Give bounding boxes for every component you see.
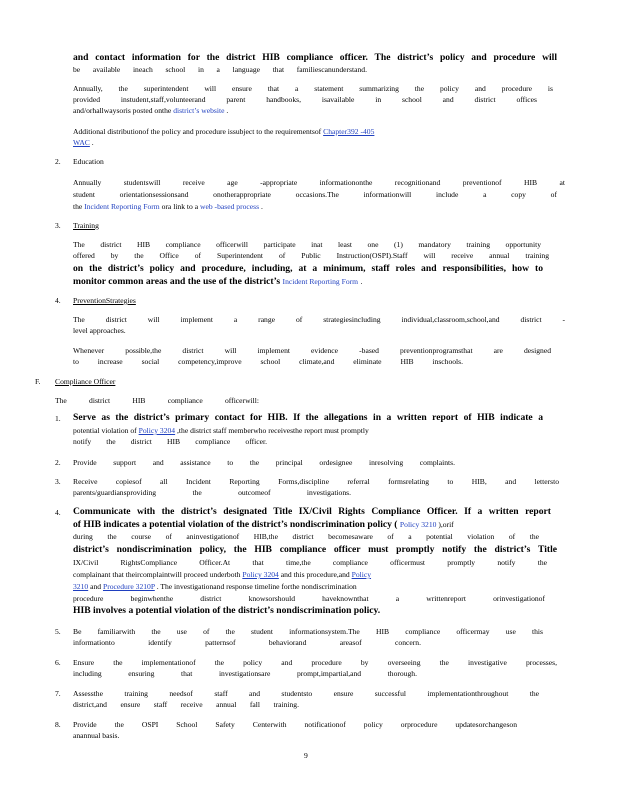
para-f4-line1: Communicate with the district’s designated Title IX/Civil Rights Compliance Officer. If a written report <box>73 506 551 517</box>
para-education-line1: Annually studentswill receive age -appropriate informationonthe recognitionand preventionof HIB at <box>73 178 565 187</box>
para-f7-line1: Assessthe training needsof staff and studentsto ensure successful implementationthroughout the <box>73 689 539 698</box>
district-website-link[interactable]: district’s website <box>173 106 225 115</box>
para-f8-line2: anannual basis. <box>73 731 120 740</box>
policy-3204-link[interactable]: Policy 3204 <box>138 426 176 435</box>
policy-3204-link-2[interactable]: Policy 3204 <box>242 570 279 579</box>
para-f4-line6: complainant that theircomplaintwill proceed underboth Policy 3204 and this procedure,and Policy <box>73 570 372 579</box>
para-f4-line4: district’s nondiscrimination policy, the HIB compliance officer must promptly notify the district’s Title <box>73 544 557 555</box>
para-f1-line3: notify the district HIB compliance officer. <box>73 437 267 446</box>
procedure-3210p-link[interactable]: Procedure 3210P <box>102 582 155 591</box>
item-number: 8. <box>55 720 61 729</box>
para-f6-line1: Ensure the implementationof the policy and procedure by overseeing the investigative processes, <box>73 658 557 667</box>
para-f7-line2: district,and ensure staff receive annual fall training. <box>73 700 299 709</box>
para-f4-line5: IX/Civil RightsCompliance Officer.At that time,the compliance officermust promptly notify the <box>73 558 547 567</box>
para-f4-line7: 3210 and Procedure 3210P . The investigationand response timeline forthe nondiscrimination <box>73 582 357 591</box>
para-training-line4: monitor common areas and the use of the district’s Incident Reporting Form . <box>73 276 363 287</box>
item-number: 2. <box>55 157 61 166</box>
para-f3-line1: Receive copiesof all Incident Reporting Forms,discipline referral formsrelating to HIB, and lettersto <box>73 477 559 486</box>
para-intro-line2: be available ineach school in a language that familiescanunderstand. <box>73 65 367 74</box>
para-annually-line2: provided instudent,staff,volunteerand parent handbooks, isavailable in school and district offices <box>73 95 537 104</box>
heading-prevention-strategies: PreventionStrategies <box>73 296 136 305</box>
item-number: 3. <box>55 477 61 486</box>
para-f4-line3: during the course of aninvestigationof HIB,the district becomesaware of a potential violation of the <box>73 532 539 541</box>
item-number: 3. <box>55 221 61 230</box>
heading-training: Training <box>73 221 99 230</box>
para-compliance-intro: The district HIB compliance officerwill: <box>55 396 259 405</box>
para-prevention-line2: level approaches. <box>73 326 126 335</box>
heading-compliance-officer: Compliance Officer <box>55 377 116 386</box>
para-annually-line3: and/orhallwaysoris posted onthe district’s website . <box>73 106 229 115</box>
para-f4-line8: procedure beginwhenthe district knowsorshould haveknownthat a writtenreport orinvestigationof <box>73 594 545 603</box>
para-whenever-line1: Whenever possible,the district will implement evidence -based preventionprogramsthat are designed <box>73 346 551 355</box>
para-f1-line2: potential violation of Policy 3204 ,the district staff memberwho receivesthe report must promptly <box>73 426 369 435</box>
para-whenever-line2: to increase social competency,improve school climate,and eliminate HIB inschools. <box>73 357 463 366</box>
para-f5-line1: Be familiarwith the use of the student informationsystem.The HIB compliance officermay use this <box>73 627 543 636</box>
heading-education: Education <box>73 157 104 166</box>
para-f4-line2: of HIB indicates a potential violation of the district’s nondiscrimination policy ( Policy 3210 ),orif <box>73 519 454 530</box>
web-based-process-link[interactable]: web -based process <box>200 202 260 211</box>
para-f4-line9: HIB involves a potential violation of the district’s nondiscrimination policy. <box>73 605 381 616</box>
para-training-line1: The district HIB compliance officerwill participate inat least one (1) mandatory training opportunity <box>73 240 541 249</box>
item-number: 6. <box>55 658 61 667</box>
item-number: 4. <box>55 296 61 305</box>
item-number: 2. <box>55 458 61 467</box>
para-training-line3: on the district’s policy and procedure, including, at a minimum, staff roles and responsibilities, how to <box>73 263 543 274</box>
para-annually-line1: Annually, the superintendent will ensure that a statement summarizing the policy and procedure is <box>73 84 553 93</box>
para-intro-line1: and contact information for the district HIB compliance officer. The district’s policy and procedure will <box>73 52 557 63</box>
para-prevention-line1: The district will implement a range of strategiesincluding individual,classroom,school,and district - <box>73 315 565 324</box>
para-training-line2: offered by the Office of Superintendent of Public Instruction(OSPI).Staff will receive annual training <box>73 251 549 260</box>
wac-link[interactable]: WAC <box>73 138 90 147</box>
para-additional-line1: Additional distributionof the policy and procedure issubject to the requirementsof Chapter392 -405 <box>73 127 375 136</box>
item-number: 1. <box>55 414 61 423</box>
incident-reporting-form-link-2[interactable]: Incident Reporting Form <box>282 277 359 286</box>
chapter-392-405-link[interactable]: Chapter392 -405 <box>323 127 375 136</box>
item-number: 5. <box>55 627 61 636</box>
item-number: 4. <box>55 508 61 517</box>
page-number: 9 <box>304 751 308 760</box>
para-education-line2: student orientationsessionsand onotherappropriate occasions.The informationwill include a copy of <box>73 190 557 199</box>
para-f3-line2: parents/guardiansproviding the outcomeof investigations. <box>73 488 351 497</box>
para-f1-line1: Serve as the district’s primary contact for HIB. If the allegations in a written report of HIB indicate a <box>73 412 543 423</box>
policy-3210-num-link[interactable]: 3210 <box>73 582 89 591</box>
policy-3210-link[interactable]: Policy 3210 <box>399 520 437 529</box>
para-f6-line2: including ensuring that investigationsare prompt,impartial,and thorough. <box>73 669 417 678</box>
item-number: 7. <box>55 689 61 698</box>
incident-reporting-form-link[interactable]: Incident Reporting Form <box>84 202 160 211</box>
section-letter: F. <box>35 377 41 386</box>
para-f5-line2: informationto identify patternsof behaviorand areasof concern. <box>73 638 421 647</box>
policy-link[interactable]: Policy <box>351 570 372 579</box>
para-education-line3: the Incident Reporting Form ora link to a web -based process . <box>73 202 263 211</box>
para-additional-line2: WAC . <box>73 138 94 147</box>
para-f8-line1: Provide the OSPI School Safety Centerwith notificationof policy orprocedure updatesorchangeson <box>73 720 517 729</box>
para-f2: Provide support and assistance to the principal ordesignee inresolving complaints. <box>73 458 455 467</box>
